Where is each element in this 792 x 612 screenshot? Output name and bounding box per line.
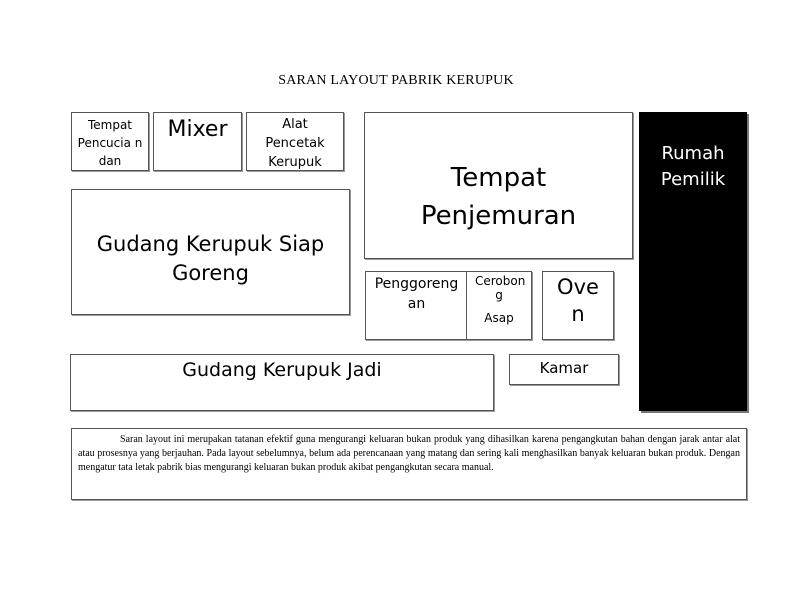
tempat-penjemuran-label: Tempat Penjemuran [420,163,577,231]
tempat-pencucian-box [71,112,149,171]
cerobong-asap-box [466,271,532,340]
page-title: SARAN LAYOUT PABRIK KERUPUK [278,73,514,88]
penggorengan-box [365,271,468,340]
tempat-penjemuran-box [364,112,633,259]
kamar-box [509,354,619,385]
gudang-jadi-box [70,354,494,411]
gudang-siap-goreng-label: Gudang Kerupuk Siap Goreng [96,232,325,285]
tempat-pencucian-label: Tempat Pencucia n dan [77,118,143,168]
alat-pencetak-box [246,112,344,171]
oven-box [542,271,614,340]
description-paragraph: Saran layout ini merupakan tatanan efektif guna mengurangi keluaran bukan produk yang dihasilkan karena pengangkutan bahan dengan jarak antar alat atau prosesnya yang berjauhan. Pada layout sebelumnya, belum ada perencanaan yang matang dan sering kali menghasilkan banyak keluaran bukan produk. Dengan mengatur tata letak pabrik bias mengurangi keluaran bukan produk akibat pengangkutan secara manual. [71,428,747,500]
rumah-pemilik-box [639,112,747,411]
mixer-label: Mixer [167,117,228,142]
kamar-label: Kamar [539,359,589,377]
mixer-box [153,112,242,171]
cerobong-label: Cerobon g [475,274,526,302]
penggorengan-label: Penggoreng an [374,276,459,312]
rumah-pemilik-label: Rumah Pemilik [660,143,726,190]
gudang-siap-goreng-box [71,189,350,315]
oven-label: Ove n [557,275,599,326]
alat-pencetak-label: Alat Pencetak Kerupuk [265,117,325,170]
gudang-jadi-label: Gudang Kerupuk Jadi [182,359,382,381]
asap-label: Asap [484,311,514,325]
